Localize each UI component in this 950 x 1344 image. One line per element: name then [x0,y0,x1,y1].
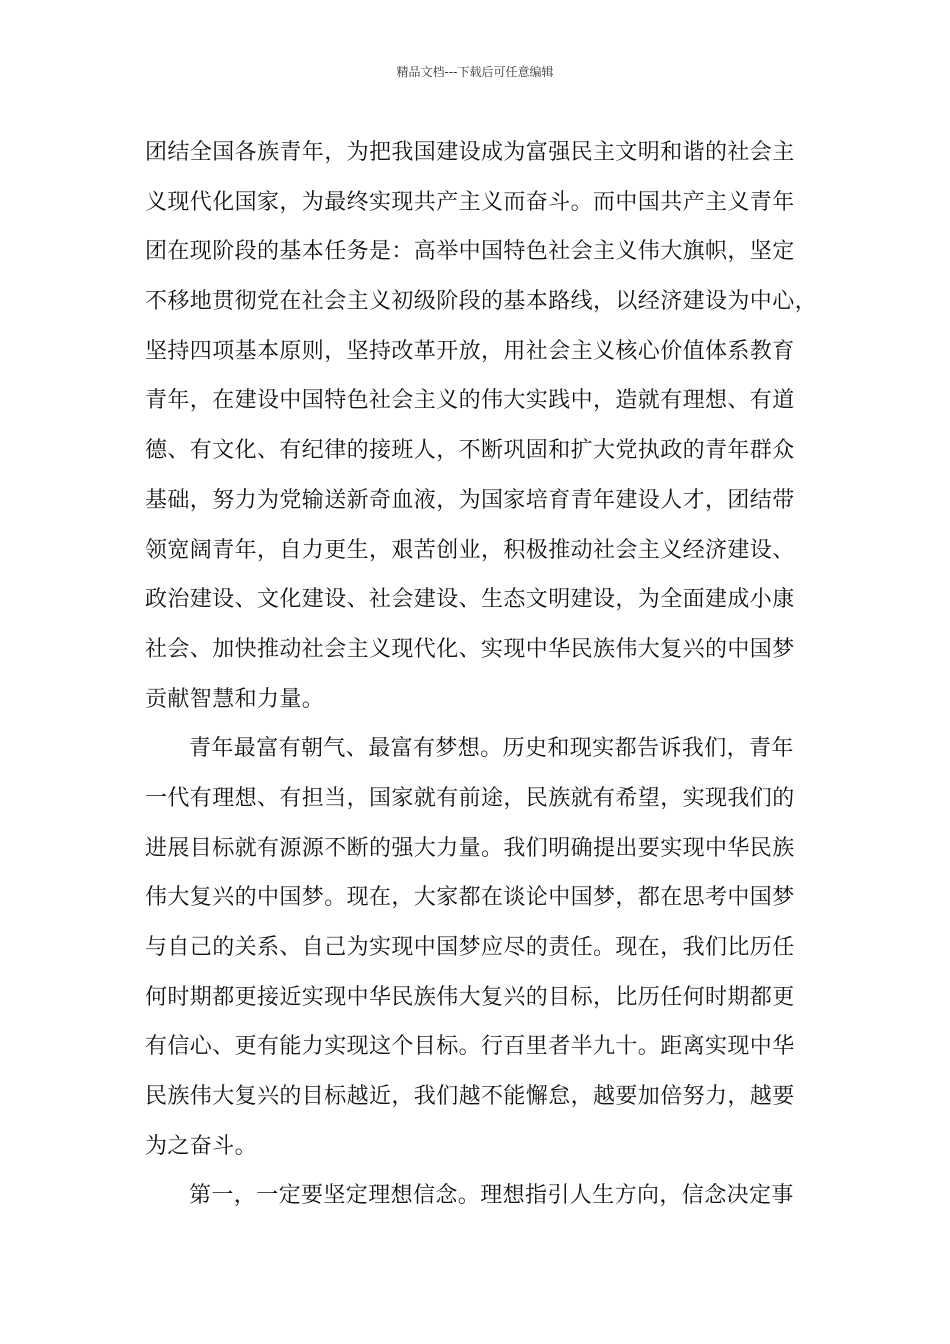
text-line: 进展目标就有源源不断的强大力量。我们明确提出要实现中华民族 [145,835,795,861]
text-line: 社会、加快推动社会主义现代化、实现中华民族伟大复兴的中国梦 [145,636,795,662]
paragraph-start-line: 第一，一定要坚定理想信念。理想指引人生方向，信念决定事 [189,1183,794,1209]
page-header: 精品文档---下载后可任意编辑 [396,65,554,79]
text-line: 义现代化国家，为最终实现共产主义而奋斗。而中国共产主义青年 [145,189,795,215]
body-text [145,128,825,1221]
text-line: 团结全国各族青年，为把我国建设成为富强民主文明和谐的社会主 [145,140,795,165]
text-line: 青年，在建设中国特色社会主义的伟大实践中，造就有理想、有道 [145,388,795,414]
text-line: 贡献智慧和力量。 [145,686,325,712]
text-line: 为之奋斗。 [145,1133,258,1159]
text-line: 民族伟大复兴的目标越近，我们越不能懈怠，越要加倍努力，越要 [145,1084,795,1110]
text-line: 一代有理想、有担当，国家就有前途，民族就有希望，实现我们的 [145,785,795,811]
text-line: 团在现阶段的基本任务是：高举中国特色社会主义伟大旗帜，坚定 [145,239,795,265]
text-line: 与自己的关系、自己为实现中国梦应尽的责任。现在，我们比历任 [145,935,795,960]
text-line: 有信心、更有能力实现这个目标。行百里者半九十。距离实现中华 [145,1034,795,1060]
paragraph-start-line: 青年最富有朝气、最富有梦想。历史和现实都告诉我们，青年 [189,736,794,762]
text-line: 政治建设、文化建设、社会建设、生态文明建设，为全面建成小康 [145,587,795,613]
text-line: 领宽阔青年，自力更生，艰苦创业，积极推动社会主义经济建设、 [145,537,795,563]
text-line: 德、有文化、有纪律的接班人，不断巩固和扩大党执政的青年群众 [145,438,795,464]
text-line: 伟大复兴的中国梦。现在，大家都在谈论中国梦，都在思考中国梦 [145,885,795,911]
text-line: 何时期都更接近实现中华民族伟大复兴的目标，比历任何时期都更 [145,984,795,1010]
text-line: 不移地贯彻党在社会主义初级阶段的基本路线，以经济建设为中心， [145,289,818,315]
text-line: 坚持四项基本原则，坚持改革开放，用社会主义核心价值体系教育 [145,338,795,364]
text-line: 基础，努力为党输送新奇血液，为国家培育青年建设人才，团结带 [145,487,795,513]
